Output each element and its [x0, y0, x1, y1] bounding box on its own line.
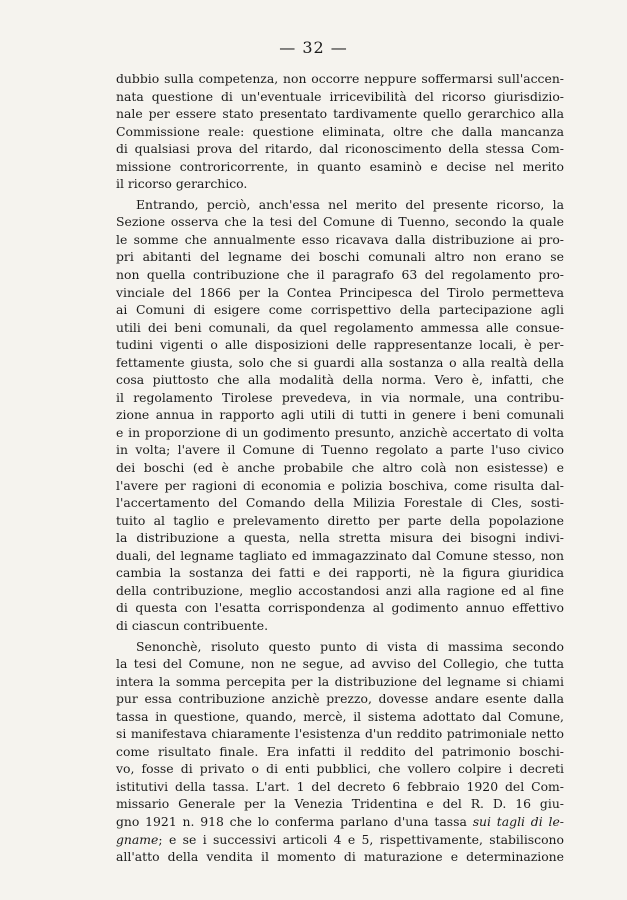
- text-line: tassa in questione, quando, mercè, il sistema adottato dal Comune,: [116, 708, 564, 724]
- text-line: tudini vigenti o alle disposizioni delle rappresentanze locali, è per-: [116, 337, 564, 353]
- text-line: zione annua in rapporto agli utili di tutti in genere i beni comunali: [116, 407, 564, 423]
- text-line: l'accertamento del Comando della Milizia Forestale di Cles, sosti-: [116, 495, 564, 511]
- text-line: intera la somma percepita per la distribuzione del legname si chiami: [116, 673, 564, 689]
- text-line: fettamente giusta, solo che si guardi alla sostanza o alla realtà della: [116, 354, 564, 370]
- text-line: le somme che annualmente esso ricavava dalla distribuzione ai pro-: [116, 231, 564, 247]
- text-line: si manifestava chiaramente l'esistenza d'un reddito patrimoniale netto: [116, 726, 564, 742]
- text-line: dei boschi (ed è anche probabile che altro colà non esistesse) e: [116, 460, 564, 476]
- text-line: all'atto della vendita il momento di maturazione e determinazione: [116, 849, 564, 865]
- text-line: di qualsiasi prova del ritardo, dal riconoscimento della stessa Com-: [116, 141, 564, 157]
- text-line: non quella contribuzione che il paragrafo 63 del regolamento pro-: [116, 267, 564, 283]
- text-line: di ciascun contribuente.: [116, 617, 269, 633]
- text-line: Sezione osserva che la tesi del Comune di Tuenno, secondo la quale: [116, 214, 564, 230]
- page-number: — 32 —: [279, 38, 348, 57]
- paragraph: [116, 196, 564, 635]
- text-line: e in proporzione di un godimento presunto, anzichè accertato di volta: [116, 424, 564, 440]
- text-line: nale per essere stato presentato tardivamente quello gerarchico alla: [116, 106, 564, 122]
- text-line: Entrando, perciò, anch'essa nel merito del presente ricorso, la: [136, 196, 564, 212]
- text-line: gno 1921 n. 918 che lo conferma parlano d'una tassa sui tagli di le-: [116, 813, 564, 829]
- text-line: la distribuzione a questa, nella stretta misura dei bisogni indivi-: [116, 530, 564, 546]
- text-line: pri abitanti del legname dei boschi comunali altro non erano se: [116, 249, 564, 265]
- text-line: il ricorso gerarchico.: [116, 176, 248, 192]
- text-line: la tesi del Comune, non ne segue, ad avviso del Collegio, che tutta: [116, 656, 564, 672]
- text-line: della contribuzione, meglio accostandosi anzi alla ragione ed al fine: [116, 582, 564, 598]
- text-line: Senonchè, risoluto questo punto di vista di massima secondo: [136, 638, 564, 654]
- text-line: in volta; l'avere il Comune di Tuenno regolato a parte l'uso civico: [116, 442, 564, 458]
- text-line: il regolamento Tirolese prevedeva, in via normale, una contribu-: [116, 389, 564, 405]
- text-line: come risultato finale. Era infatti il reddito del patrimonio boschi-: [116, 743, 564, 759]
- text-line: di questa con l'esatta corrispondenza al godimento annuo effettivo: [116, 600, 564, 616]
- text-line: l'avere per ragioni di economia e polizia boschiva, come risulta dal-: [116, 477, 564, 493]
- text-line: gname; e se i successivi articoli 4 e 5, rispettivamente, stabiliscono: [116, 831, 564, 847]
- text-line: nata questione di un'eventuale irricevibilità del ricorso giurisdizio-: [116, 88, 564, 104]
- text-line: duali, del legname tagliato ed immagazzinato dal Comune stesso, non: [116, 547, 564, 563]
- body-text: [116, 70, 564, 866]
- text-line: missione controricorrente, in quanto esaminò e decise nel merito: [116, 158, 564, 174]
- text-line: vo, fosse di privato o di enti pubblici, che vollero colpire i decreti: [116, 761, 564, 777]
- text-line: ai Comuni di esigere come corrispettivo della partecipazione agli: [116, 302, 564, 318]
- text-line: Commissione reale: questione eliminata, oltre che dalla mancanza: [116, 123, 564, 139]
- text-line: dubbio sulla competenza, non occorre neppure soffermarsi sull'accen-: [116, 71, 564, 86]
- text-line: vinciale del 1866 per la Contea Principesca del Tirolo permetteva: [116, 284, 564, 300]
- paragraph: [116, 638, 564, 866]
- text-line: utili dei beni comunali, da quel regolamento ammessa alle consue-: [116, 319, 564, 335]
- text-line: tuito al taglio e prelevamento diretto per parte della popolazione: [116, 512, 564, 528]
- text-line: istitutivi della tassa. L'art. 1 del decreto 6 febbraio 1920 del Com-: [116, 778, 564, 794]
- text-line: cambia la sostanza dei fatti e dei rapporti, nè la figura giuridica: [116, 565, 564, 581]
- paragraph: [116, 70, 564, 193]
- text-line: pur essa contribuzione anzichè prezzo, dovesse andare esente dalla: [116, 691, 564, 707]
- text-line: missario Generale per la Venezia Tridentina e del R. D. 16 giu-: [116, 796, 564, 812]
- text-line: cosa piuttosto che alla modalità della norma. Vero è, infatti, che: [116, 372, 564, 388]
